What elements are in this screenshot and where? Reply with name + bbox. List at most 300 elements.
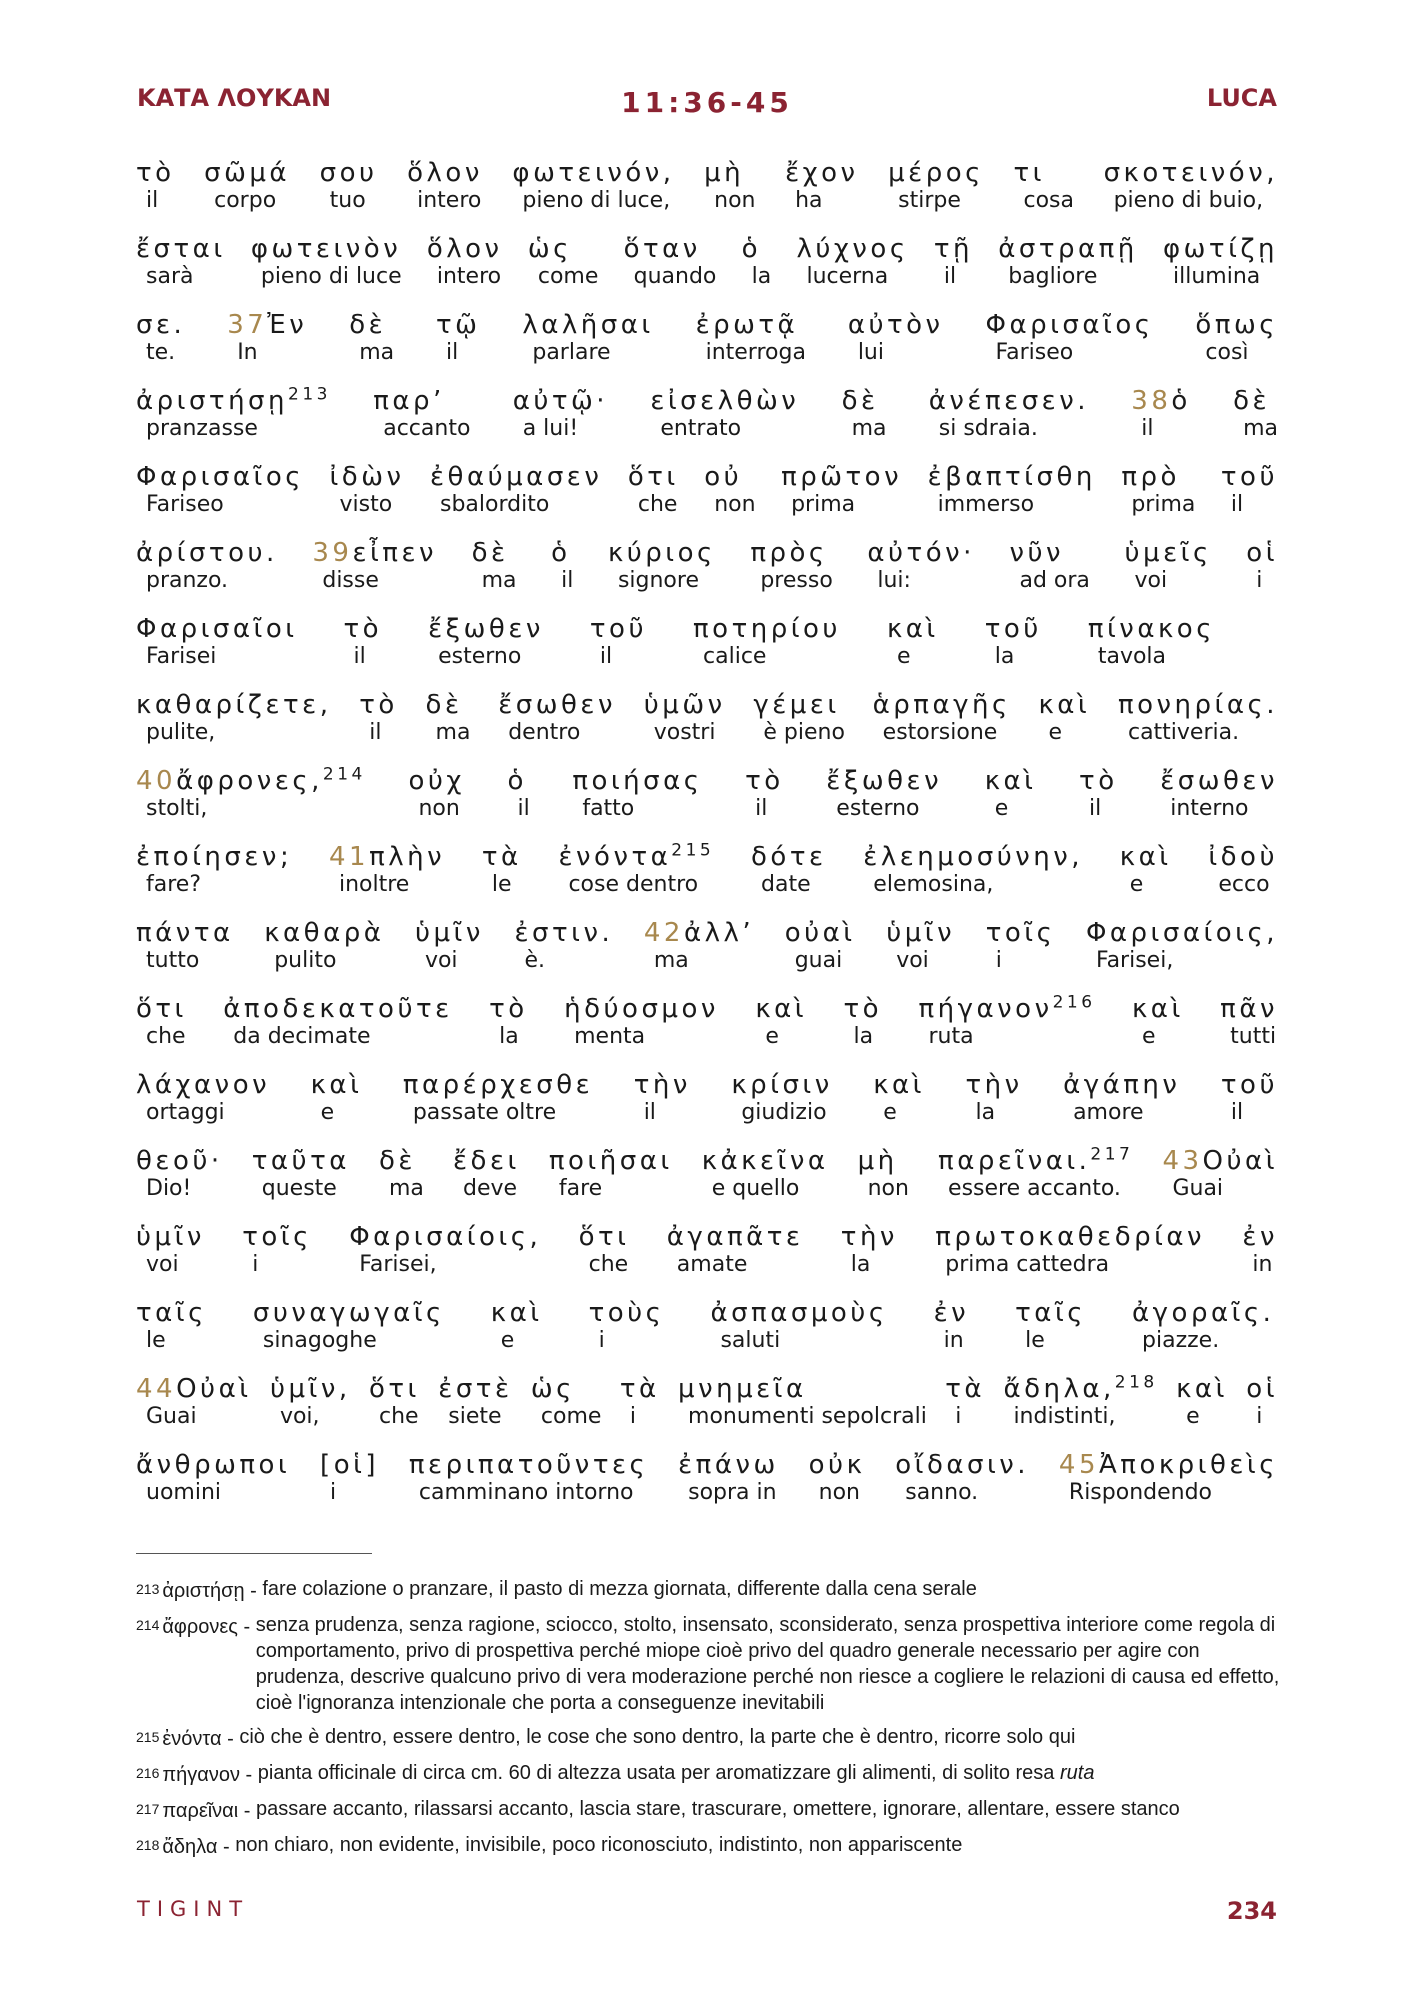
header-book-title-italian: LUCA [1206, 84, 1277, 112]
greek-word-text: ἐν [1242, 1222, 1278, 1252]
greek-word [270, 1374, 351, 1404]
greek-word [136, 918, 234, 948]
italian-gloss: uomini [146, 1480, 222, 1505]
greek-word-text: καθαρὰ [264, 918, 385, 948]
interlinear-line [136, 1374, 1278, 1450]
greek-word [320, 158, 378, 188]
greek-word [1176, 1374, 1228, 1404]
footnote-reference: 215 [671, 840, 715, 861]
word-token [558, 842, 714, 898]
greek-word [312, 538, 437, 568]
word-token [1009, 538, 1089, 594]
word-token [781, 462, 902, 518]
italian-gloss: ma [481, 568, 517, 593]
interlinear-line [136, 234, 1278, 310]
greek-word-text: τὰ [619, 1374, 660, 1404]
interlinear-line [136, 918, 1278, 994]
footer-series-name: TIGINT [137, 1897, 250, 1921]
greek-word-text: ταῖς [136, 1298, 207, 1328]
greek-word-text: ὑμῖν [886, 918, 956, 948]
word-token [436, 310, 480, 366]
greek-word [1160, 766, 1278, 796]
word-token [1003, 1374, 1157, 1430]
word-token [251, 234, 402, 290]
word-token [136, 766, 366, 822]
word-token [549, 1146, 673, 1202]
greek-word-text: ἐπάνω [678, 1450, 779, 1480]
greek-word [796, 234, 908, 264]
greek-word-text: ἄφρονες, [176, 766, 323, 796]
word-token [1013, 158, 1074, 214]
word-token [842, 386, 887, 442]
word-token [928, 462, 1096, 518]
greek-word-text: ἄδηλα, [1003, 1374, 1115, 1404]
greek-word [264, 918, 384, 948]
greek-word-text: κἀκεῖνα [701, 1146, 829, 1176]
greek-word-text: νῦν [1009, 538, 1065, 568]
interlinear-line [136, 1070, 1278, 1146]
greek-word-text: ὁ [1171, 386, 1191, 416]
greek-word [986, 310, 1154, 340]
italian-gloss: siete [448, 1404, 502, 1429]
greek-word-text: ὁ [507, 766, 527, 796]
word-token [136, 1298, 207, 1354]
footnote-reference: 217 [1090, 1144, 1134, 1165]
word-token [551, 538, 573, 594]
greek-word [1220, 994, 1278, 1024]
greek-word [136, 1070, 270, 1100]
word-token [985, 614, 1042, 670]
word-token [136, 918, 234, 974]
word-token [1221, 1070, 1278, 1126]
greek-word [136, 386, 331, 416]
italian-gloss: e [1186, 1404, 1200, 1429]
word-token [644, 918, 754, 974]
italian-gloss: e [883, 1100, 897, 1125]
footnote-dash: - [221, 1728, 240, 1750]
greek-word-text: ὡς [527, 234, 572, 264]
italian-gloss: che [637, 492, 678, 517]
greek-word [608, 538, 716, 568]
footnote-definition: non chiaro, non evidente, invisibile, poco riconosciuto, indistinto, non appariscente [235, 1834, 963, 1856]
word-token [785, 158, 859, 214]
italian-gloss: e [1129, 872, 1144, 897]
greek-word [407, 158, 483, 188]
footnote-term: ἄδηλα [162, 1836, 218, 1858]
word-token [886, 918, 955, 974]
word-token [895, 1450, 1029, 1506]
greek-word [704, 462, 755, 492]
italian-gloss: intero [417, 188, 482, 213]
italian-gloss: Fariseo [146, 492, 224, 517]
italian-gloss: cose dentro [568, 872, 699, 897]
word-token [320, 1450, 379, 1506]
greek-word [750, 538, 832, 568]
greek-word [751, 842, 827, 872]
italian-gloss: in [1252, 1252, 1273, 1277]
word-token [628, 462, 679, 518]
italian-gloss: la [853, 1024, 874, 1049]
italian-gloss: ma [851, 416, 887, 441]
greek-word-text: ταῦτα [251, 1146, 350, 1176]
greek-word [644, 918, 754, 948]
italian-gloss: fare? [146, 872, 201, 897]
greek-word [731, 1070, 832, 1100]
word-token [242, 1222, 312, 1278]
greek-word [678, 1374, 927, 1404]
greek-word-text: τοὺς [588, 1298, 665, 1328]
greek-word-text: τοῖς [242, 1222, 312, 1252]
italian-gloss: sbalordito [440, 492, 550, 517]
word-token [407, 158, 483, 214]
greek-word [558, 842, 714, 872]
footnote [136, 1760, 1286, 1788]
greek-word [252, 1146, 350, 1176]
interlinear-line [136, 538, 1278, 614]
footnote [136, 1796, 1286, 1824]
greek-word [696, 310, 806, 340]
italian-gloss: sanno. [905, 1480, 979, 1505]
greek-word [403, 1070, 593, 1100]
greek-word-text: Φαρισαίοις, [349, 1222, 542, 1252]
word-token [841, 1222, 898, 1278]
word-token [863, 842, 1083, 898]
greek-word [918, 994, 1095, 1024]
greek-word-text: ἐθαύμασεν [430, 462, 603, 492]
word-token [482, 842, 522, 898]
greek-word [359, 690, 398, 720]
interlinear-line [136, 766, 1278, 842]
greek-word-text: ὅταν [623, 234, 701, 264]
word-token [929, 386, 1089, 442]
greek-word-text: δὲ [378, 1146, 416, 1176]
greek-word-text: τι [1013, 158, 1045, 188]
greek-word-text: [οἱ] [320, 1450, 380, 1480]
italian-gloss: le [146, 1328, 166, 1353]
greek-word [785, 918, 856, 948]
word-token [785, 918, 856, 974]
greek-word [888, 158, 984, 188]
greek-word-text: καὶ [886, 614, 939, 644]
greek-word [579, 1222, 630, 1252]
word-token [489, 994, 528, 1050]
greek-word-text: τοῦ [589, 614, 648, 644]
greek-word [329, 842, 445, 872]
italian-gloss: stirpe [898, 188, 961, 213]
italian-gloss: il [561, 568, 574, 593]
greek-word [785, 158, 859, 188]
greek-word-text: καὶ [1131, 994, 1184, 1024]
italian-gloss: in [943, 1328, 964, 1353]
greek-word-text: ἐρωτᾷ [695, 310, 799, 340]
word-token [136, 462, 304, 518]
footnote-text [262, 1576, 1286, 1604]
greek-word-text: αὐτόν· [867, 538, 975, 568]
italian-gloss: fatto [582, 796, 635, 821]
greek-word [136, 614, 298, 644]
greek-word [136, 842, 292, 872]
greek-word-text: ὅπως [1195, 310, 1278, 340]
italian-gloss: estorsione [882, 720, 998, 745]
greek-word-text: σκοτεινόν, [1103, 158, 1278, 188]
word-token [369, 1374, 420, 1430]
greek-word-text: ὅτι [136, 994, 187, 1024]
footnote-number: 218 [136, 1837, 160, 1853]
verse-number: 40 [136, 766, 177, 796]
greek-word [373, 386, 470, 416]
footnote-number: 215 [136, 1729, 160, 1745]
greek-word-text: καὶ [310, 1070, 363, 1100]
italian-gloss: interroga [705, 340, 806, 365]
footnote-definition: pianta officinale di circa cm. 60 di altezza usata per aromatizzare gli alimenti, di solito resa [257, 1762, 1060, 1784]
greek-word [136, 690, 331, 720]
greek-word-text: ἀγαπᾶτε [666, 1222, 804, 1252]
italian-gloss: presso [760, 568, 833, 593]
greek-word [1208, 842, 1278, 872]
greek-word [867, 538, 975, 568]
italian-gloss: il [353, 644, 366, 669]
italian-gloss: il [146, 188, 159, 213]
italian-gloss: essere accanto. [948, 1176, 1121, 1201]
greek-word-text: καθαρίζετε, [136, 690, 332, 720]
greek-word [1003, 1374, 1157, 1404]
italian-gloss: tavola [1097, 644, 1167, 669]
word-token [620, 1374, 660, 1430]
footnote-number: 217 [136, 1801, 160, 1817]
italian-gloss: le [1025, 1328, 1045, 1353]
greek-word [136, 1146, 223, 1176]
italian-gloss: pranzasse [146, 416, 258, 441]
greek-word-text: τοῦ [1220, 462, 1278, 492]
footnote-text [235, 1832, 1286, 1860]
word-token [693, 614, 841, 670]
italian-gloss: i [955, 1404, 962, 1429]
word-token [312, 538, 437, 594]
greek-word [1120, 842, 1172, 872]
greek-word-text: ἡδύοσμον [564, 994, 719, 1024]
greek-word [472, 538, 517, 568]
greek-word-text: φωτεινόν, [512, 158, 675, 188]
greek-word [998, 234, 1138, 264]
greek-word [1242, 1222, 1278, 1252]
italian-gloss: e [500, 1328, 515, 1353]
greek-word [320, 1450, 379, 1480]
greek-word-text: τὸ [1079, 766, 1118, 796]
greek-word-text: παρέρχεσθε [402, 1070, 594, 1100]
greek-word-text: πρὸς [750, 538, 828, 568]
word-token [136, 386, 331, 442]
word-token [704, 462, 755, 518]
italian-gloss: non [418, 796, 460, 821]
greek-word [136, 158, 175, 188]
greek-word-text: τὸ [843, 994, 883, 1024]
greek-word [1132, 1298, 1274, 1328]
word-token [1079, 766, 1118, 822]
verse-number: 42 [643, 918, 684, 948]
greek-word-text: τὸ [745, 766, 784, 796]
greek-word-text: καὶ [873, 1070, 925, 1100]
italian-gloss: intero [436, 264, 502, 289]
word-token [1104, 158, 1278, 214]
italian-gloss: che [588, 1252, 629, 1277]
italian-gloss: esterno [836, 796, 920, 821]
italian-gloss: si sdraia. [938, 416, 1038, 441]
word-token [349, 1222, 541, 1278]
footnote-italic-term: ruta [1060, 1762, 1095, 1784]
greek-word-text: ἀνέπεσεν. [928, 386, 1090, 416]
italian-gloss: te. [146, 340, 176, 365]
word-token [1221, 462, 1278, 518]
italian-gloss: i [1256, 1404, 1263, 1429]
greek-word [428, 614, 544, 644]
greek-word [549, 1146, 673, 1176]
interlinear-line [136, 310, 1278, 386]
greek-word [136, 234, 226, 264]
greek-word-text: θεοῦ· [136, 1146, 223, 1176]
greek-word-text: ἐνόντα [558, 842, 672, 872]
italian-gloss: In [237, 340, 258, 365]
greek-word [136, 1374, 252, 1404]
footnote-head [136, 1724, 239, 1752]
greek-word-text: ὡς [530, 1374, 575, 1404]
greek-word-text: ἀρίστου. [136, 538, 278, 568]
greek-word-text: τοῦ [1220, 1070, 1278, 1100]
greek-word-text: τὴν [840, 1222, 898, 1252]
word-token [136, 538, 278, 594]
italian-gloss: vostri [653, 720, 716, 745]
italian-gloss: lui [857, 340, 884, 365]
italian-gloss: Guai [146, 1404, 197, 1429]
italian-gloss: non [818, 1480, 860, 1505]
italian-gloss: lui: [877, 568, 911, 593]
greek-word [1086, 918, 1278, 948]
word-token [426, 690, 471, 746]
greek-word-text: γέμει [753, 690, 840, 720]
footnote [136, 1612, 1286, 1716]
word-token [136, 614, 298, 670]
word-token [1208, 842, 1278, 898]
word-token [270, 1374, 351, 1430]
italian-gloss: Farisei, [1095, 948, 1174, 973]
greek-word [745, 766, 784, 796]
greek-word-text: ὑμῶν [643, 690, 726, 720]
word-token [1242, 1222, 1278, 1278]
italian-gloss: non [714, 492, 756, 517]
italian-gloss: ecco [1218, 872, 1270, 897]
page-number: 234 [1226, 1897, 1277, 1925]
greek-word-text: περιπατοῦντες [408, 1450, 649, 1480]
word-token [1220, 994, 1278, 1050]
italian-gloss: ha [795, 188, 823, 213]
italian-gloss: lucerna [806, 264, 889, 289]
italian-gloss: passate oltre [412, 1100, 557, 1125]
italian-gloss: a lui! [522, 416, 579, 441]
word-token [311, 1070, 363, 1126]
word-token [935, 1222, 1205, 1278]
greek-word-text: καὶ [984, 766, 1037, 796]
italian-gloss: fare [558, 1176, 603, 1201]
greek-word [1079, 766, 1118, 796]
greek-word-text: σῶμά [204, 158, 291, 188]
word-token [136, 994, 187, 1050]
italian-gloss: interno [1170, 796, 1249, 821]
footnotes [136, 1576, 1286, 1868]
footnote-reference: 218 [1114, 1372, 1158, 1393]
word-token [998, 234, 1138, 290]
greek-word-text: τὸ [343, 614, 383, 644]
word-token [1121, 462, 1195, 518]
italian-gloss: pranzo. [146, 568, 229, 593]
greek-word [514, 918, 613, 948]
greek-word-text: δὲ [425, 690, 463, 720]
italian-gloss: così [1205, 340, 1249, 365]
greek-word [136, 462, 304, 492]
italian-gloss: quando [633, 264, 717, 289]
greek-word [136, 994, 187, 1024]
italian-gloss: illumina [1173, 264, 1261, 289]
italian-gloss: che [379, 1404, 419, 1429]
greek-word [1195, 310, 1278, 340]
footnote-text [258, 1760, 1286, 1788]
greek-word [251, 234, 402, 264]
footnote-reference: 214 [322, 764, 366, 785]
greek-word-text: ἔχον [785, 158, 859, 188]
greek-word [1088, 614, 1215, 644]
word-token [1038, 690, 1090, 746]
italian-gloss: e quello [711, 1176, 800, 1201]
word-token [564, 994, 719, 1050]
greek-word-text: ἀποδεκατοῦτε [223, 994, 453, 1024]
greek-word-text: ἔσται [136, 234, 226, 264]
greek-word [136, 1298, 207, 1328]
greek-word [755, 994, 807, 1024]
footnote-dash: - [244, 1580, 263, 1602]
greek-word [136, 310, 185, 340]
greek-word-text: ὅλον [426, 234, 503, 264]
italian-gloss: signore [617, 568, 699, 593]
word-token [704, 158, 755, 214]
verse-number: 43 [1162, 1146, 1203, 1176]
italian-gloss: ortaggi [146, 1100, 225, 1125]
footnote-dash: - [239, 1764, 258, 1786]
greek-word [489, 994, 528, 1024]
greek-word-text: ὁ [741, 234, 762, 264]
word-token [702, 1146, 829, 1202]
greek-word-text: καὶ [755, 994, 808, 1024]
word-token [1160, 766, 1278, 822]
greek-word-text: ἐποίησεν; [136, 842, 293, 872]
greek-word [409, 1450, 648, 1480]
greek-word-text: Φαρισαῖος [136, 462, 304, 492]
italian-gloss: è pieno [763, 720, 845, 745]
word-token [873, 690, 1011, 746]
greek-word [753, 690, 845, 720]
greek-word-text: παρεῖναι. [938, 1146, 1091, 1176]
footnote-dash: - [237, 1616, 256, 1638]
greek-word-text: Φαρισαῖος [985, 310, 1154, 340]
italian-gloss: la [499, 1024, 519, 1049]
greek-word [1015, 1298, 1086, 1328]
greek-word [136, 538, 278, 568]
greek-word [848, 310, 944, 340]
word-token [428, 614, 544, 670]
greek-word-text: καὶ [1038, 690, 1091, 720]
word-token [934, 234, 973, 290]
word-token [1131, 386, 1191, 442]
greek-word-text: καὶ [1176, 1374, 1228, 1404]
word-token [329, 842, 445, 898]
greek-word [1009, 538, 1089, 568]
